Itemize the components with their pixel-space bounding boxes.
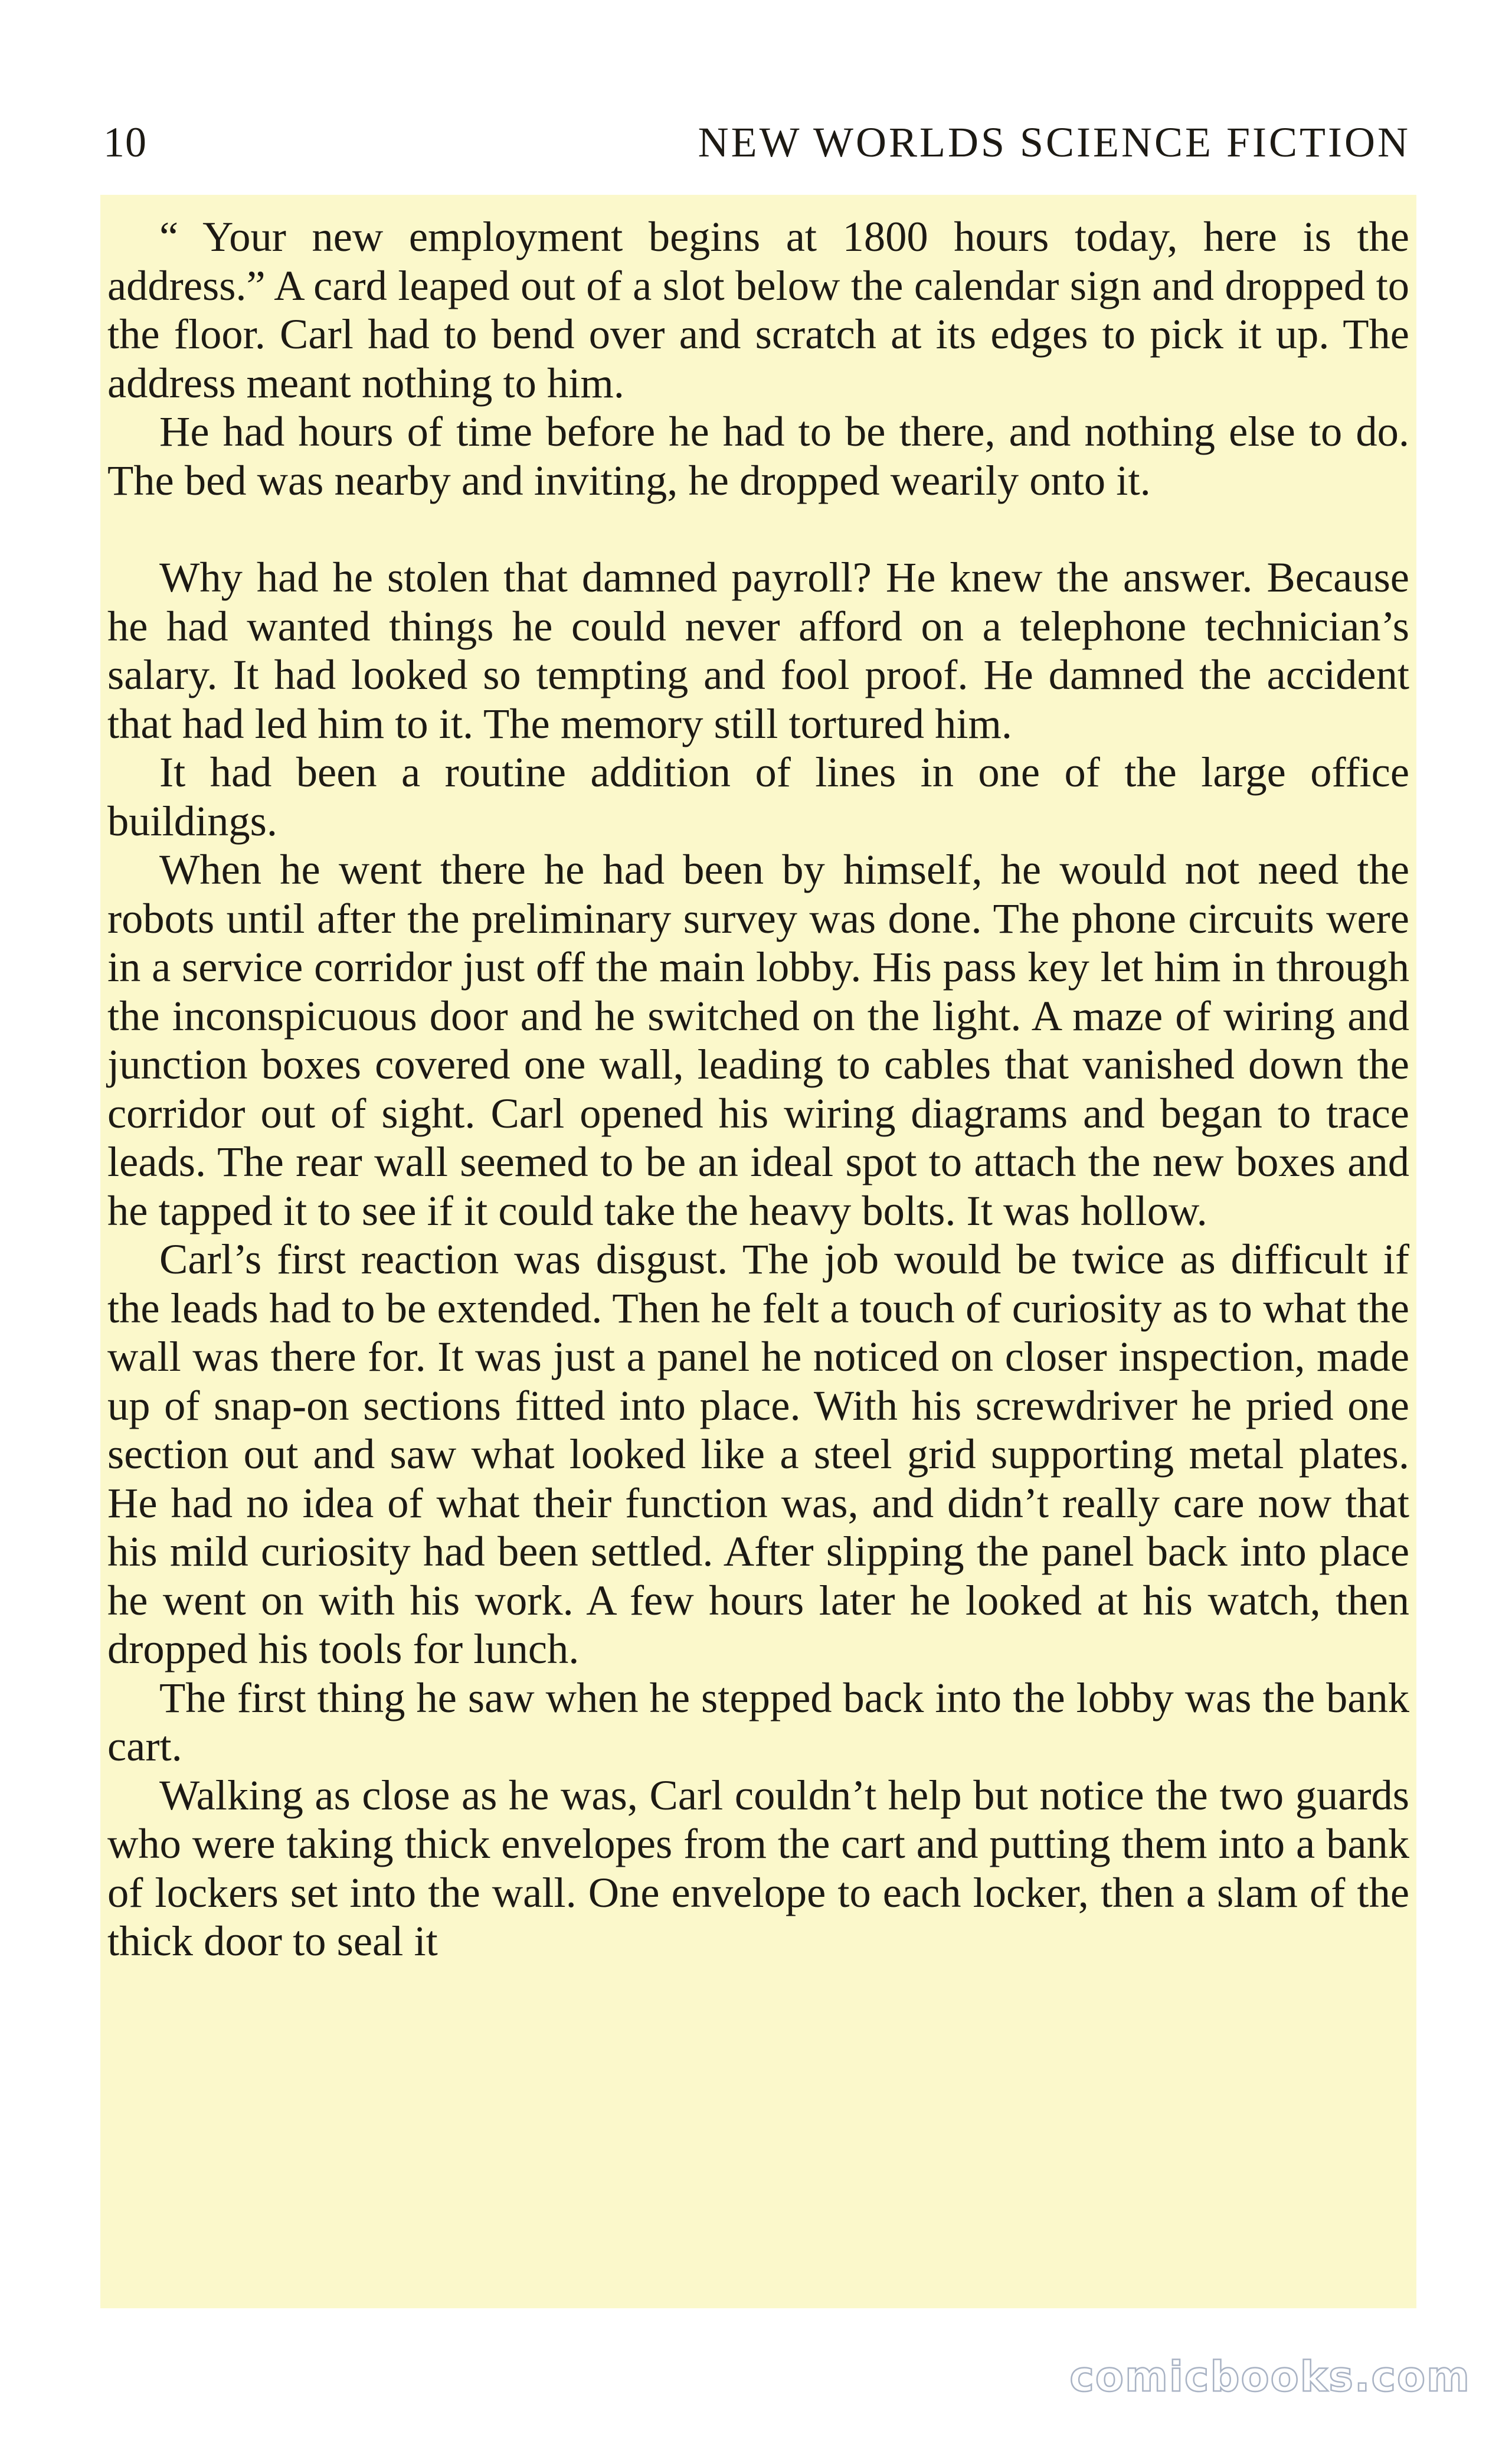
paragraph: He had hours of time before he had to be there, and nothing else to do. The bed was nearby and inviting, he dropped wearily onto it.	[107, 407, 1409, 504]
paragraph: It had been a routine addition of lines in one of the large office buildings.	[107, 748, 1409, 845]
running-head: NEW WORLDS SCIENCE FICTION	[698, 118, 1410, 166]
paragraph: The first thing he saw when he stepped back into the lobby was the bank cart.	[107, 1673, 1409, 1770]
story-text	[100, 195, 1416, 2308]
page-header	[103, 110, 1410, 175]
section-break	[107, 505, 1409, 553]
paragraph: “ Your new employment begins at 1800 hours today, here is the address.” A card leaped out of a slot below the calendar sign and dropped to the floor. Carl had to bend over and scratch at its edges to pick it up. The address meant nothing to him.	[107, 213, 1409, 407]
page-number: 10	[103, 118, 147, 166]
watermark: comicbooks.com	[1069, 2353, 1471, 2401]
paragraph: Carl’s first reaction was disgust. The job would be twice as difficult if the leads had to be extended. Then he felt a touch of curiosity as to what the wall was there for. It was just a panel he noticed on closer inspection, made up of snap-on sections fitted into place. With his screwdriver he pried one section out and saw what looked like a steel grid supporting metal plates. He had no idea of what their function was, and didn’t really care now that his mild curiosity had been settled. After slipping the panel back into place he went on with his work. A few hours later he looked at his watch, then dropped his tools for lunch.	[107, 1235, 1409, 1672]
paragraph: Walking as close as he was, Carl couldn’t help but notice the two guards who were taking thick envelopes from the cart and putting them into a bank of lockers set into the wall. One envelope to each locker, then a slam of the thick door to seal it	[107, 1770, 1409, 1965]
paragraph: Why had he stolen that damned payroll? He knew the answer. Because he had wanted things he could never afford on a telephone technician’s salary. It had looked so tempting and fool proof. He damned the accident that had led him to it. The memory still tortured him.	[107, 553, 1409, 747]
paragraph: When he went there he had been by himself, he would not need the robots until after the preliminary survey was done. The phone circuits were in a service corridor just off the main lobby. His pass key let him in through the inconspicuous door and he switched on the light. A maze of wiring and junction boxes covered one wall, leading to cables that vanished down the corridor out of sight. Carl opened his wiring diagrams and began to trace leads. The rear wall seemed to be an ideal spot to attach the new boxes and he tapped it to see if it could take the heavy bolts. It was hollow.	[107, 845, 1409, 1234]
